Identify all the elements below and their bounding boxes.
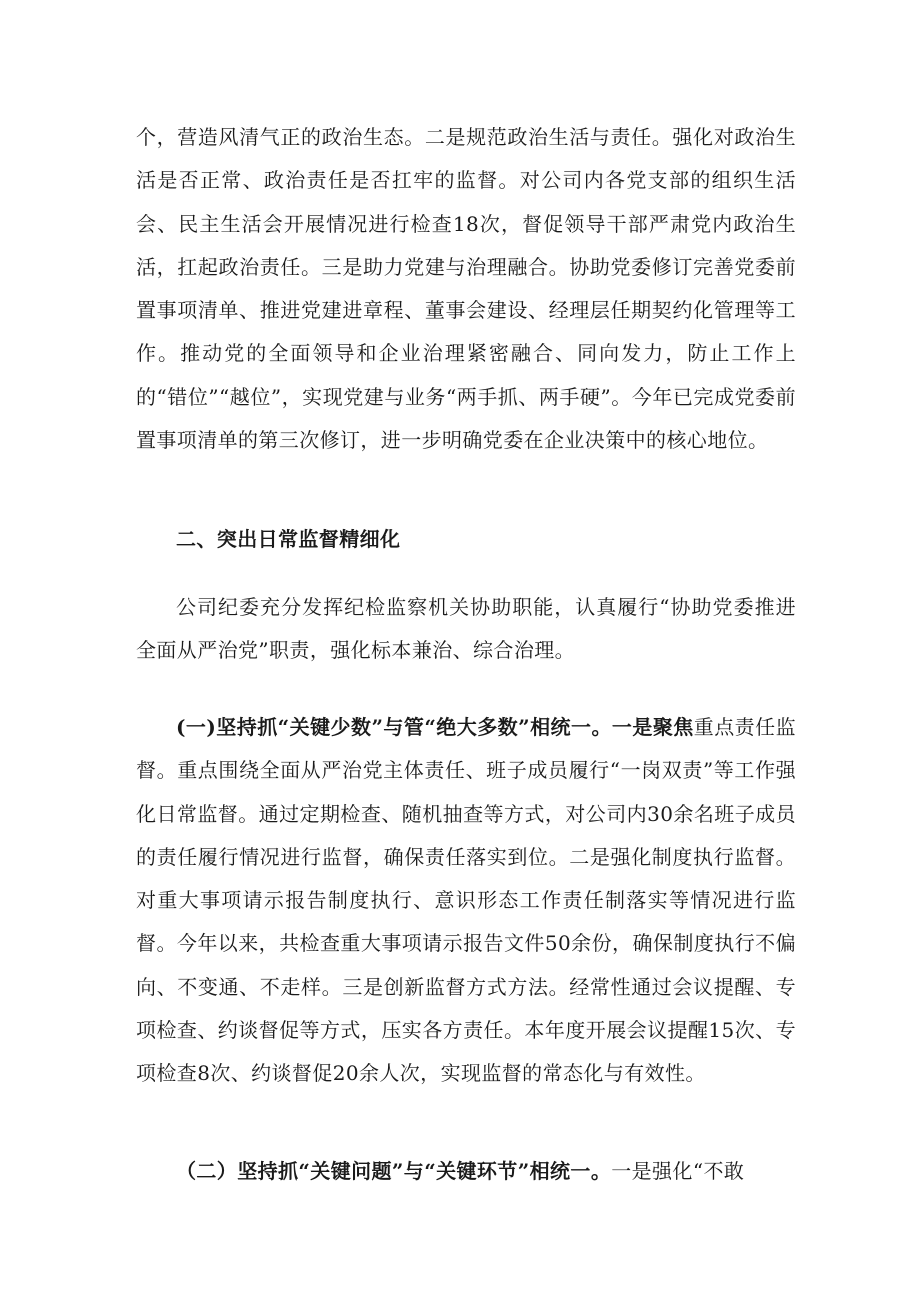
sub-section-paragraph (136, 1150, 796, 1193)
sub-section-heading: （二）坚持抓“关键问题”与“关键环节”相统一。 (176, 1159, 612, 1183)
body-paragraph: 公司纪委充分发挥纪检监察机关协助职能，认真履行“协助党委推进全面从严治党”职责，强化标本兼治、综合治理。 (136, 595, 796, 663)
sub-section-heading: (一)坚持抓“关键少数”与管“绝大多数”相统一。一是聚焦 (176, 715, 694, 739)
sub-section-body: 一是强化“不敢 (611, 1159, 745, 1183)
body-paragraph: 个，营造风清气正的政治生态。二是规范政治生活与责任。强化对政治生活是否正常、政治责任是否扛牢的监督。对公司内各党支部的组织生活会、民主生活会开展情况进行检查18次，督促领导干部严肃党内政治生活，扛起政治责任。三是助力党建与治理融合。协助党委修订完善党委前置事项清单、推进党建进章程、董事会建设、经理层任期契约化管理等工作。推动党的全面领导和企业治理紧密融合、同向发力，防止工作上的“错位”“越位”，实现党建与业务“两手抓、两手硬”。今年已完成党委前置事项清单的第三次修订，进一步明确党委在企业决策中的核心地位。 (136, 125, 796, 453)
sub-section-body: 重点责任监督。重点围绕全面从严治党主体责任、班子成员履行“一岗双责”等工作强化日常监督。通过定期检查、随机抽查等方式，对公司内30余名班子成员的责任履行情况进行监督，确保责任落实到位。二是强化制度执行监督。对重大事项请示报告制度执行、意识形态工作责任制落实等情况进行监督。今年以来，共检查重大事项请示报告文件50余份，确保制度执行不偏向、不变通、不走样。三是创新监督方式方法。经常性通过会议提醒、专项检查、约谈督促等方式，压实各方责任。本年度开展会议提醒15次、专项检查8次、约谈督促20余人次，实现监督的常态化与有效性。 (136, 715, 796, 1086)
section-heading: 二、突出日常监督精细化 (176, 527, 401, 551)
sub-section-paragraph (136, 706, 796, 1096)
